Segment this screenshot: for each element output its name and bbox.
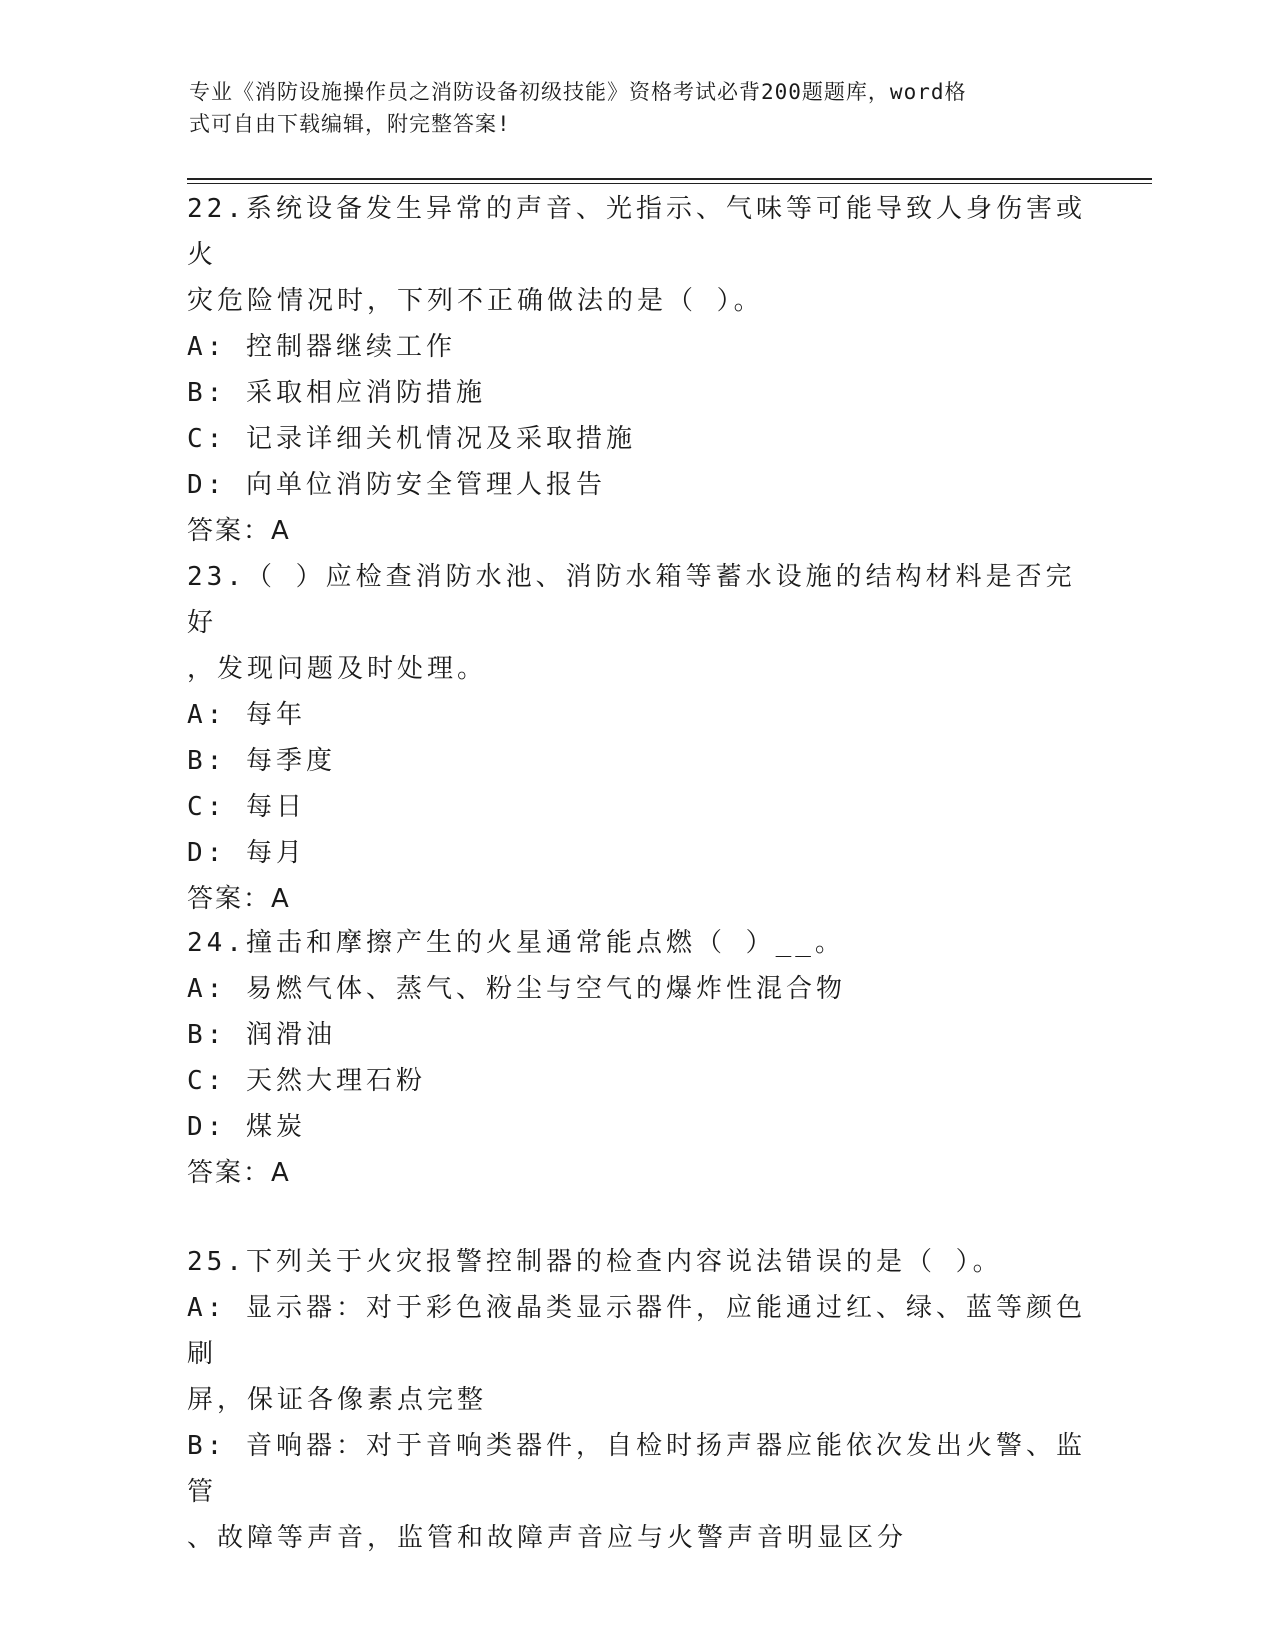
question-stem: 23.（ ）应检查消防水池、消防水箱等蓄水设施的结构材料是否完好 [187,562,1076,638]
option-a-continued: 屏，保证各像素点完整 [187,1385,488,1415]
question-stem: 灾危险情况时，下列不正确做法的是（ ）。 [187,286,764,316]
answer: 答案：A [187,516,291,546]
option-a: A: 易燃气体、蒸气、粉尘与空气的爆炸性混合物 [187,974,846,1004]
option-c: C: 每日 [187,792,306,822]
document-header [189,76,1069,140]
question-stem: 22.系统设备发生异常的声音、光指示、气味等可能导致人身伤害或火 [187,194,1086,270]
option-b: B: 音响器：对于音响类器件，自检时扬声器应能依次发出火警、监管 [187,1431,1086,1507]
question-stem: 25.下列关于火灾报警控制器的检查内容说法错误的是（ ）。 [187,1247,1003,1277]
header-line: 式可自由下载编辑，附完整答案! [189,112,511,136]
option-b: B: 每季度 [187,746,336,776]
header-line: 专业《消防设施操作员之消防设备初级技能》资格考试必背200题题库，word格 [189,80,967,104]
option-a: A: 每年 [187,700,306,730]
option-d: D: 每月 [187,838,306,868]
answer: 答案：A [187,1158,291,1188]
header-divider-thick [187,178,1152,180]
header-divider-thin [187,183,1152,184]
option-a: A: 显示器：对于彩色液晶类显示器件，应能通过红、绿、蓝等颜色刷 [187,1293,1086,1369]
option-c: C: 记录详细关机情况及采取措施 [187,424,636,454]
question-24 [187,920,1087,1196]
answer: 答案：A [187,884,291,914]
question-stem: ，发现问题及时处理。 [187,654,488,684]
question-23 [187,554,1087,922]
option-b: B: 润滑油 [187,1020,336,1050]
option-d: D: 煤炭 [187,1112,306,1142]
option-b-continued: 、故障等声音，监管和故障声音应与火警声音明显区分 [187,1523,908,1553]
question-25 [187,1239,1087,1561]
option-a: A: 控制器继续工作 [187,332,456,362]
question-22 [187,186,1087,554]
option-d: D: 向单位消防安全管理人报告 [187,470,606,500]
question-stem: 24.撞击和摩擦产生的火星通常能点燃（ ）__。 [187,928,845,958]
option-b: B: 采取相应消防措施 [187,378,486,408]
option-c: C: 天然大理石粉 [187,1066,426,1096]
